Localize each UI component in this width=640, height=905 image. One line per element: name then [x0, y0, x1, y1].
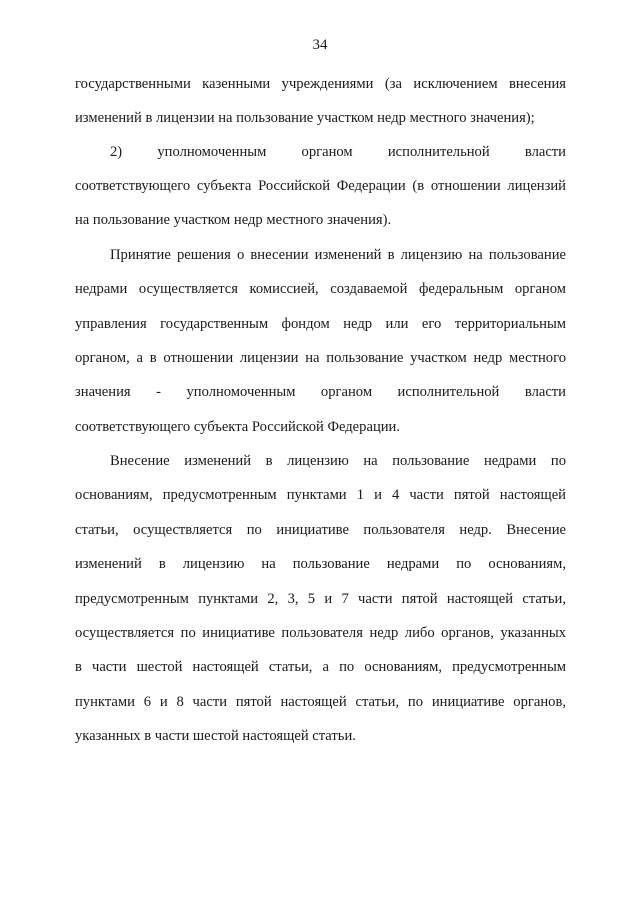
text-line: недрами осуществляется комиссией, создаваемой федеральным органом: [75, 281, 566, 297]
text-line: Принятие решения о внесении изменений в лицензию на пользование: [110, 247, 566, 263]
text-line: основаниям, предусмотренным пунктами 1 и 4 части пятой настоящей: [75, 487, 566, 503]
text-line: изменений в лицензии на пользование участком недр местного значения);: [75, 110, 535, 126]
text-line: органом, а в отношении лицензии на пользование участком недр местного: [75, 350, 566, 366]
text-line: статьи, осуществляется по инициативе пользователя недр. Внесение: [75, 522, 566, 538]
text-line: государственными казенными учреждениями (за исключением внесения: [75, 76, 566, 92]
text-line: 2) уполномоченным органом исполнительной власти: [110, 144, 566, 160]
text-line: предусмотренным пунктами 2, 3, 5 и 7 части пятой настоящей статьи,: [75, 591, 566, 607]
text-line: на пользование участком недр местного значения).: [75, 212, 392, 228]
text-line: указанных в части шестой настоящей статьи.: [75, 728, 356, 744]
text-line: Внесение изменений в лицензию на пользование недрами по: [110, 453, 566, 469]
text-line: управления государственным фондом недр или его территориальным: [75, 316, 566, 332]
text-line: пунктами 6 и 8 части пятой настоящей статьи, по инициативе органов,: [75, 694, 566, 710]
text-line: значения - уполномоченным органом исполнительной власти: [75, 384, 566, 400]
text-line: соответствующего субъекта Российской Федерации.: [75, 419, 401, 435]
page-number: 34: [312, 37, 328, 53]
text-line: изменений в лицензию на пользование недрами по основаниям,: [75, 556, 566, 572]
text-line: в части шестой настоящей статьи, а по основаниям, предусмотренным: [75, 659, 566, 675]
text-line: соответствующего субъекта Российской Федерации (в отношении лицензий: [75, 178, 566, 194]
text-line: осуществляется по инициативе пользователя недр либо органов, указанных: [75, 625, 566, 641]
